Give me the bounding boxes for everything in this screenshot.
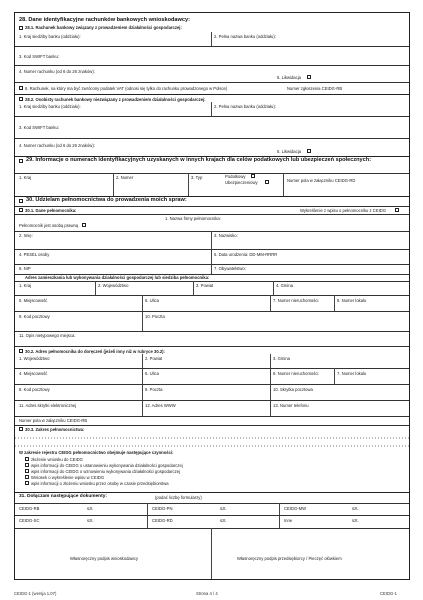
form-page: 28. Dane identyfikacyjne rachunków bankowych wnioskodawcy: 28.1. Rachunek bankowy związany z prowadzeniem działalności gospodarczej: 1. Kraj siedziby banku (oddziału): 2. Pełna nazwa banku (oddziału): 3. Kod SWIFT banku: 4. Numer rachunku (od 6 do 26 znaków): 5. Likwidacja 6. Rachunek, na który ma być zwrócony podatek VAT (odnosi się tylko do rachunku prowadzonego w Polsce) Numer zgłoszenia CEIDG-RB 28.2. Osobisty rachunek bankowy niezwiązany z prowadzeniem działalności gospodarczej: 1. Kraj siedziby banku (oddziału): 2. Pełna nazwa banku (oddziału): 3. Kod SWIFT banku: 4. Numer rachunku (od 6 do 26 znaków): 5. Likwidacja 29. Informacje o numerach identyfikacyjnych uzyskanych w innych krajach dla celów podatkowych lub ubezpieczeń społecznych: 1. Kraj 2. Numer 3. Typ Podatkowy Ubezpieczeniowy Numer pola w załączniku CEIDG-RD 30. Udzielam pełnomocnictwa do prowadzenia moich spraw: 30.1. Dane pełnomocnika: Wykreślenie z wpisu o pełnomocniku z CEIDG 1. Nazwa firmy pełnomocnika: Pełnomocnik jest osobą prawną 2. Imię: 3. Nazwisko: 4. PESEL osoby 5. Data urodzenia: DD-MM-RRRR 6. NIP 7. Obywatelstwo: Adres zamieszkania lub wykonywania działalności gospodarczej lub siedziba pełnomocnika: 1. Kraj 2. Województwo 3. Powiat 4. Gmina 5. Miejscowość 6. Ulica 7. Numer nieruchomości 8. Numer lokalu 9. Kod pocztowy 10. Poczta 11. Opis nietypowego miejsca: 30.2. Adres pełnomocnika do doręczeń (jeżeli inny niż w rubryce 30.2): 1. Województwo 2. Powiat 3. Gmina 4. Miejscowość 5. Ulica 6. Numer nieruchomości 7. Numer lokalu 8. Kod pocztowy 9. Poczta 10. Skrytka pocztowa 11. Adres skrytki elektronicznej 12. Adres WWW 13. Numer telefonu Numer pola w załączniku CEIDG-RB 30.3. Zakres pełnomocnictwa: W zakresie rejestru CEIDG pełnomocnictwo obejmuje następujące czynności: złożenie wniosku do CEIDG wpis informacji do CEIDG o ustanowieniu wykonywania działalności gospodarczej wpis informacji do CEIDG o wznowieniu wykonywania działalności gospodarczej Wniosek o wykreślenie wpisu w CEIDG wpis informacji o złożeniu wniosku przez osobę w czasie przedsiębiorstwa 31. Dołączam następujące dokumenty: (podać liczbę formularzy) CEIDG-RB szt. CEIDG-PN szt. CEIDG-MW szt. CEIDG-SC szt. CEIDG-RD szt. Inne szt. Własnoręczny podpis wnioskodawcy Własnoręczny podpis przedsiębiorcy / Pieczęć ołówkiem bbox=[14, 12, 410, 580]
field-30-1-a5: 5. Miejscowość bbox=[19, 298, 48, 303]
checkbox-29-tax[interactable] bbox=[251, 174, 255, 178]
section-30-title: 30. Udzielam pełnomocnictwa do prowadzenia moich spraw: bbox=[26, 197, 187, 203]
signature-entrepreneur: Własnoręczny podpis przedsiębiorcy / Pieczęć ołówkiem bbox=[237, 556, 342, 561]
checkbox-28-2-liquidation[interactable] bbox=[307, 149, 311, 153]
field-28-1-liquidation: 5. Likwidacja bbox=[277, 75, 301, 80]
field-29-type-tax: Podatkowy bbox=[225, 174, 246, 179]
doc-ceidg-rb: CEIDG-RB bbox=[19, 506, 40, 511]
field-30-2-b3: 3. Gmina bbox=[273, 356, 290, 361]
field-30-1-a10: 10. Poczta bbox=[145, 314, 165, 319]
checkbox-28-2[interactable] bbox=[19, 97, 23, 101]
field-28-2-bank-name: 2. Pełna nazwa banku (oddziału): bbox=[214, 104, 276, 109]
footer-page-number: Strona 4 / 4 bbox=[196, 591, 218, 596]
field-29-country: 1. Kraj bbox=[19, 175, 32, 180]
field-30-2-b8: 8. Kod pocztowy bbox=[19, 387, 50, 392]
section-31-title: 31. Dołączam następujące dokumenty: bbox=[19, 494, 107, 499]
field-30-2-b2: 2. Powiat bbox=[145, 356, 163, 361]
field-28-1-bank-name: 2. Pełna nazwa banku (oddziału): bbox=[214, 34, 276, 39]
field-30-1-nip: 6. NIP bbox=[19, 266, 31, 271]
checkbox-30-3-o1[interactable] bbox=[25, 457, 29, 461]
field-30-3-scope: W zakresie rejestru CEIDG pełnomocnictwo obejmuje następujące czynności: bbox=[19, 450, 174, 455]
footer-form-version: CEIDG-1 (wersja 1.07) bbox=[14, 591, 57, 596]
field-30-1-firm: 1. Nazwa firmy pełnomocnika: bbox=[165, 216, 221, 221]
field-29-type-insurance: Ubezpieczeniowy bbox=[225, 180, 258, 185]
field-30-2-b7: 7. Numer lokalu bbox=[337, 371, 367, 376]
checkbox-30[interactable] bbox=[19, 199, 23, 203]
field-30-1-citizenship: 7. Obywatelstwo: bbox=[214, 266, 246, 271]
field-30-2-b10: 10. Skrytka pocztowa bbox=[273, 387, 313, 392]
doc-ceidg-rd: CEIDG-RD bbox=[152, 518, 173, 523]
checkbox-30-1[interactable] bbox=[19, 208, 23, 212]
field-30-2-b4: 4. Miejscowość bbox=[19, 371, 48, 376]
field-29-number: 2. Numer bbox=[116, 175, 134, 180]
field-30-1-a7: 7. Numer nieruchomości bbox=[273, 298, 319, 303]
field-30-1-a9: 9. Kod pocztowy bbox=[19, 314, 50, 319]
subsection-30-2-title: 30.2. Adres pełnomocnika do doręczeń (jeżeli inny niż w rubryce 30.2): bbox=[25, 349, 165, 354]
field-30-1-a11: 11. Opis nietypowego miejsca: bbox=[19, 333, 76, 338]
checkbox-28-1[interactable] bbox=[19, 26, 23, 30]
field-30-1-address-title: Adres zamieszkania lub wykonywania działalności gospodarczej lub siedziba pełnomocnika: bbox=[25, 275, 210, 280]
doc-ceidg-mw: CEIDG-MW bbox=[284, 506, 307, 511]
checkbox-30-3-o5[interactable] bbox=[25, 481, 29, 485]
field-29-ref: Numer pola w załączniku CEIDG-RD bbox=[287, 178, 356, 183]
field-28-1-account: 4. Numer rachunku (od 6 do 26 znaków): bbox=[19, 69, 95, 74]
field-30-3-o2: wpis informacji do CEIDG o ustanowieniu wykonywania działalności gospodarczej bbox=[31, 463, 183, 468]
checkbox-29[interactable] bbox=[19, 159, 23, 163]
checkbox-28-1-liquidation[interactable] bbox=[307, 75, 311, 79]
checkbox-30-3-o3[interactable] bbox=[25, 469, 29, 473]
subsection-28-1-title: 28.1. Rachunek bankowy związany z prowadzeniem działalności gospodarczej: bbox=[25, 25, 182, 30]
section-28-title: 28. Dane identyfikacyjne rachunków bankowych wnioskodawcy: bbox=[19, 17, 190, 23]
checkbox-30-2[interactable] bbox=[19, 349, 23, 353]
field-30-2-b13: 13. Numer telefonu bbox=[273, 403, 309, 408]
field-30-2-b6: 6. Numer nieruchomości bbox=[273, 371, 319, 376]
field-30-1-a6: 6. Ulica bbox=[145, 298, 159, 303]
field-28-1-vat: 6. Rachunek, na który ma być zwrócony podatek VAT (odnosi się tylko do rachunku prowadzonego w Polsce) bbox=[25, 86, 228, 91]
field-30-2-b9: 9. Poczta bbox=[145, 387, 163, 392]
field-28-2-account: 4. Numer rachunku (od 6 do 26 znaków): bbox=[19, 143, 95, 148]
checkbox-30-1-remove[interactable] bbox=[395, 208, 399, 212]
checkbox-30-1-legal[interactable] bbox=[82, 223, 86, 227]
field-28-2-country: 1. Kraj siedziby banku (oddziału): bbox=[19, 104, 81, 109]
checkbox-28-1-vat[interactable] bbox=[19, 86, 23, 90]
signature-applicant: Własnoręczny podpis wnioskodawcy bbox=[70, 556, 138, 561]
checkbox-30-3[interactable] bbox=[19, 427, 23, 431]
subsection-30-1-title: 30.1. Dane pełnomocnika: bbox=[25, 208, 77, 213]
field-30-1-last-name: 3. Nazwisko: bbox=[214, 233, 238, 238]
field-30-3-o3: wpis informacji do CEIDG o wznowieniu wykonywania działalności gospodarczej bbox=[31, 469, 180, 474]
footer-form-name: CEIDG-1 bbox=[380, 591, 397, 596]
field-30-1-a8: 8. Numer lokalu bbox=[337, 298, 367, 303]
field-30-1-a1: 1. Kraj bbox=[19, 283, 32, 288]
field-30-2-b11: 11. Adres skrytki elektronicznej bbox=[19, 403, 77, 408]
field-30-3-o4: Wniosek o wykreślenie wpisu w CEIDG bbox=[31, 475, 105, 480]
field-30-1-birth: 5. Data urodzenia: DD-MM-RRRR bbox=[214, 252, 278, 257]
field-30-1-a2: 2. Województwo bbox=[98, 283, 129, 288]
section-29-title: 29. Informacje o numerach identyfikacyjnych uzyskanych w innych krajach dla celów podatkowych lub ubezpieczeń społecznych: bbox=[26, 157, 372, 163]
field-30-1-legal: Pełnomocnik jest osobą prawną bbox=[19, 223, 79, 228]
field-28-1-country: 1. Kraj siedziby banku (oddziału): bbox=[19, 34, 81, 39]
field-30-3-o1: złożenie wniosku do CEIDG bbox=[31, 457, 83, 462]
field-28-2-swift: 3. Kod SWIFT banku: bbox=[19, 125, 59, 130]
field-28-1-swift: 3. Kod SWIFT banku: bbox=[19, 54, 59, 59]
field-30-1-remove: Wykreślenie z wpisu o pełnomocniku z CEIDG bbox=[300, 208, 387, 213]
field-30-1-a3: 3. Powiat bbox=[196, 283, 214, 288]
checkbox-29-insurance[interactable] bbox=[265, 180, 269, 184]
checkbox-30-3-o4[interactable] bbox=[25, 475, 29, 479]
field-30-3-o5: wpis informacji o złożeniu wniosku przez osobę w czasie przedsiębiorstwa bbox=[31, 481, 169, 486]
field-30-1-a4: 4. Gmina bbox=[276, 283, 293, 288]
field-29-type: 3. Typ bbox=[191, 175, 203, 180]
doc-ceidg-sc: CEIDG-SC bbox=[19, 518, 40, 523]
subsection-30-3-title: 30.3. Zakres pełnomocnictwa: bbox=[25, 427, 85, 432]
field-30-1-pesel: 4. PESEL osoby bbox=[19, 252, 50, 257]
field-30-2-b5: 5. Ulica bbox=[145, 371, 159, 376]
field-28-1-ref: Numer zgłoszenia CEIDG-RB bbox=[287, 86, 343, 91]
section-31-hint: (podać liczbę formularzy) bbox=[155, 495, 202, 500]
doc-ceidg-pn: CEIDG-PN bbox=[152, 506, 173, 511]
checkbox-30-3-o2[interactable] bbox=[25, 463, 29, 467]
field-28-2-liquidation: 5. Likwidacja bbox=[277, 149, 301, 154]
field-30-2-ref: Numer pola w załączniku CEIDG-RB bbox=[19, 418, 88, 423]
subsection-28-2-title: 28.2. Osobisty rachunek bankowy niezwiązany z prowadzeniem działalności gospodarczej: bbox=[25, 97, 206, 102]
field-30-2-b12: 12. Adres WWW bbox=[145, 403, 176, 408]
field-30-1-first-name: 2. Imię: bbox=[19, 233, 33, 238]
doc-other: Inne bbox=[284, 518, 293, 523]
field-30-2-b1: 1. Województwo bbox=[19, 356, 50, 361]
